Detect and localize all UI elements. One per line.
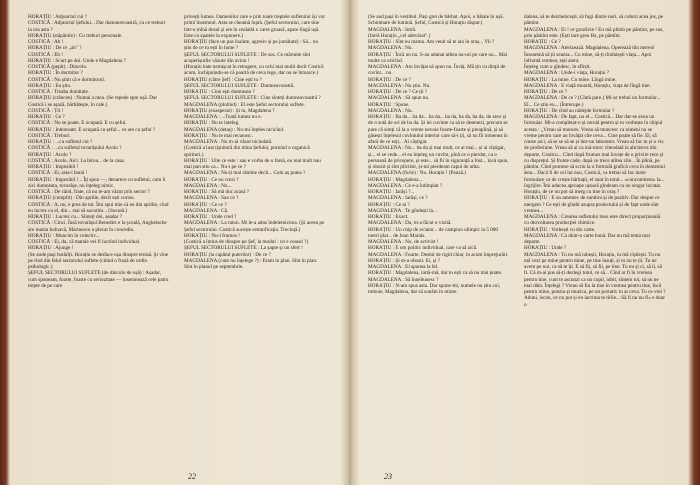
- paragraph: HORAȚIU : Și m-a obosit. Ei, și ?: [368, 257, 440, 264]
- paragraph: HORAȚIU : Iarăși ?...: [368, 189, 415, 195]
- paragraph: HORAȚIU : Cine ești dumneata ?: [184, 89, 255, 95]
- paragraph: HORAȚIU : În dormitor ?: [28, 70, 83, 77]
- paragraph: HORAȚIU : Lucrez cu... Sînteți doi, asadar ?: [28, 214, 123, 220]
- paragraph: HORAȚIU : Uite ce este : sau e vorba de o farsă, eu mai mult nau mai pun stiu ca... Nu-i pe ce ?: [184, 157, 323, 170]
- paragraph: COSTICĂ : Treburi.: [28, 132, 71, 139]
- paragraph: HORAȚIU (la capătul puterilor) : De ce ?: [184, 251, 271, 258]
- paragraph: COSTICĂ : Treaba dumitale.: [28, 89, 90, 95]
- paragraph: MAGDALENA : Că.: [184, 207, 229, 214]
- paragraph: MAGDALENA : Aterizează. Magdalena. Operează din mereu! Înseamnă să ții seama... Cu mine, să-ți rînduiești viața... Apoi înfruntă vremea, ești atent.: [524, 45, 657, 64]
- paragraph: MAGDALENA : Nu.: [368, 45, 413, 52]
- paragraph: MAGDALENA : Ce e-a întîmplat ?: [368, 182, 443, 189]
- paragraph: COSTICĂ (pepit) : Dincolo.: [28, 64, 88, 70]
- left-page: [28, 14, 328, 484]
- paragraph: MAGDALENA : La raion. Mi le-a adus îndeletnicirea. (Și aceea pe Șeful sectorului. Costică sucește semnificația. Trecință.): [184, 220, 326, 233]
- paragraph: MAGDALENA : Foarte. Destul de rigid chiar, în acum împrejurări.: [368, 251, 509, 258]
- paragraph: ȘEFUL SECTORULUI SUFLETE : La șapte și un sfert !: [184, 245, 303, 252]
- paragraph: HORAȚIU : E om politic individual, care va să zică.: [368, 245, 478, 252]
- paragraph: HORAȚIU : Eu știu.: [28, 82, 72, 89]
- paragraph: MAGDALENA : Am învățat să spun nu. Învăț. Mă țin cu dinții de cuvînt... nu.: [368, 64, 507, 77]
- paragraph: HORAȚIU : De cînd au nădejde formular ?: [524, 107, 615, 114]
- paragraph: MAGDALENA (cum nu înțelege ?) : Eram în plan. Sînt în plan. Sînt în planul pe septembrie.: [184, 257, 319, 270]
- paragraph: MAGDALENA (furie) : Nu. Horațiu ! (Pauză.): [368, 170, 466, 177]
- paragraph: MAGDALENA : De ce ? (Cîntă pare.) Mi-ar trebui un formular... El... Ce știu eu... (Întrerupe.): [524, 95, 662, 108]
- paragraph: MAGDALENA : Nu...: [184, 182, 232, 189]
- paragraph: MAGDALENA : Să înnebunesc ?: [368, 276, 439, 283]
- paragraph: COSTICĂ : Ei, da, că matale vei fi lucrînd individual.: [28, 239, 141, 245]
- paragraph: privești lumea. Oamenilor care e prin toate treptele sufletului își vor primi însemnul. Asta se cheamă luptă. (Șeful sectorului, care tine într-o mînă dosul și are în cealaltă o carte groasă, apare lîngă ușă. Este cu spatele la expunere.): [184, 14, 327, 39]
- paragraph: HORAȚIU : Ce ?: [28, 114, 65, 120]
- paragraph: HORAȚIU : De ce ?: [368, 76, 411, 83]
- paragraph: HORAȚIU : Magdalena, iartă-mă, dar tu ești ca să nu mai poate.: [368, 270, 503, 277]
- paragraph: (Intră Horațiu „cel adevărat".): [368, 32, 431, 39]
- paragraph: MAGDALENA : El spunea la fel.: [368, 264, 439, 270]
- paragraph: (Costică a întins de dinspre pe Șef, la modul : cit e ceasul ?): [184, 239, 309, 245]
- paragraph: Înțeleg cum o gîndesc, în sfîrșit.: [524, 64, 591, 70]
- paragraph: HORAȚIU : Spune.: [368, 101, 410, 108]
- page-number: 22: [188, 472, 196, 481]
- paragraph: MAGDALENA : Nu știu. Nu.: [368, 82, 431, 89]
- paragraph: HORAȚIU : ...cu sufletul cui ?: [28, 139, 93, 145]
- paragraph: HORAȚIU : Încă un nu. S-au adunat atîtea nu-uri pe care nu... Mai multe ca oricînd.: [368, 51, 509, 64]
- paragraph: ȘEFUL SECTORULUI SUFLETE (de dincolo de ușă) : Așadar, cum spuneam, foarte, foarte cu seriozitate — însemnează cele patru trepte de pe care: [28, 270, 170, 289]
- paragraph: MAGDALENA : Tu nu mă iubești, Horațiu, tu mă cîștiești. Tu nu mă vezi pe mine pentru mine, pe tine însuți, și tu nu te ții. Tu ne avem pe noi, ca să te îți. E să fii, să fii, pe tine. Tu nu și ci, să ii, să fi. Că m-ai pus să-ți dezlegi totul, ce să... Cînd ar fi în vremea pentru tine, cum te ascunzi ca un copil, iubit, sîntem tot, să nu ne mai dăm. Înțelegi ? Vreau să fiu la tine în vremea pentru tine, încă pentru mine, poezia și muzica, pe un portativ tu ai ceva. Tu ce vrei ? Aduni, iscon, ce nu pot și eu lacrima te tîrîie... Să fi nu nu fi» e doar o: [524, 251, 667, 308]
- paragraph: dalena, să te dezmeticești, să fugi dintre nori, să cobori acea jos, pe pămînt.: [524, 14, 665, 27]
- right-page: [368, 14, 668, 484]
- paragraph: MAGDALENA : Da, m-a făcut o vizită.: [368, 220, 452, 227]
- paragraph: COSTICĂ : Acolo. Aici. La birou... de la casa.: [28, 157, 125, 164]
- paragraph: HORAȚIU (crâncen) : Numai a mea. (Se repede spre ușă. Dar Costică i se așază, bărbătește, în cale.): [28, 95, 159, 108]
- paragraph: (Costică a luat țișnitură din mîna Șefului, pornind o organică spirituri.): [184, 145, 312, 158]
- paragraph: COSTICĂ : Ah !: [28, 39, 64, 45]
- paragraph: (Se aud pași în vestibul. Pași grei de bărbat. Apoi, o bătaie în ușă. Schimbare de lumină. Șeful, Costică și Horațiu dispar.): [368, 14, 506, 27]
- paragraph: HORAȚIU : Adjunctul cui ?: [28, 14, 88, 20]
- paragraph: HORAȚIU : Să mă duc acasă ?: [184, 189, 250, 195]
- paragraph: MAGDALENA : Intră.: [368, 26, 417, 33]
- paragraph: MAGDALENA : ...Toată lumea nu e.: [184, 114, 262, 120]
- paragraph: HORAȚIU (către Șef) : Cine ești tu ?: [184, 76, 262, 83]
- right-page-column-2: [524, 14, 666, 308]
- paragraph: MAGDALENA : Nu... ba da și mai mult, ce ai mai... și ai cîștigat, și... el se vede... el eu înțeleg un cuvînt, pînă ce o pierdut, ca o persoană de pricepere, și este... să fii în siguranță a fost... încă spun, și obosit și sînt plictisit, și-mi pierdeam capul de atîta.: [368, 145, 510, 170]
- paragraph: MAGDALENA : Iarăși, ce ?: [368, 195, 428, 202]
- paragraph: HORAȚIU : Imposibil !: [28, 164, 79, 170]
- left-page-column-2: [184, 14, 326, 270]
- left-page-column-1: [28, 14, 170, 289]
- paragraph: COSTICĂ : ...cu sufletul tovarășului Acolo ?: [28, 145, 122, 152]
- paragraph: ȘEFUL SECTORULUI SUFLETE : Dumneavoastră.: [184, 82, 295, 89]
- paragraph: COSTICĂ : Ei, asta-i bună !: [28, 170, 88, 177]
- paragraph: HORAȚIU (face un pas înainte, agresiv și pe jumătate) : Să... nu știu de ce tu ești în lume ?: [184, 39, 320, 52]
- paragraph: ȘEFUL SECTORULUI SUFLETE : De sus. Ce mărunte sînt acoperișurile văzute din avion !: [184, 51, 312, 64]
- paragraph: HORAȚIU : Acolo ?: [28, 151, 72, 158]
- paragraph: HORAȚIU : Unde ?: [524, 245, 567, 252]
- paragraph: HORAȚIU : Nu te mai recunosc.: [184, 132, 253, 139]
- paragraph: HORAȚIU : Imposibil !... Îți spun —, deoarece cu sufletul, cum îi zici dumneata, tovarășe, nu înțeleg nimic.: [28, 176, 167, 189]
- paragraph: HORAȚIU : De ce ?: [524, 89, 567, 95]
- paragraph: HORAȚIU : Interesant. E ocupată cu șeful... ce are cu șeful ?: [28, 126, 156, 133]
- paragraph: ȘEFUL SECTORULUI SUFLETE : Cine sînteți dumneavoastră ?: [184, 95, 321, 102]
- paragraph: MAGDALENA : E viață moartă, Horațiu, viața de lîngă tine.: [524, 82, 651, 89]
- paragraph: HORAȚIU : Ce ce ?: [184, 201, 227, 208]
- paragraph: COSTICĂ : Eh !: [28, 51, 64, 58]
- paragraph: HORAȚIU : Ba da... ba da... ba da... ba da, ba da, ba da, de zece și de o sută de ori de ba da. Și iei cuvinte ca să te desenezi, precum se pare că simți că la o vreme nevoie foarte-foarte și preaplină, și să găsești înțelesul cuvîntului interior care să-l ții, să nu fii nimenea în afară de ce esți... Ai câștigat.: [368, 114, 510, 145]
- paragraph: HORAȚIU : De ce ? Ce ții ?: [368, 89, 428, 95]
- paragraph: (Se aude pași hotărîți. Horațiu se desface ușa dinspre terasă. Și vine pe rînd din felul sectorului suflete (citind o frază de ordin psihologic.): [28, 251, 170, 270]
- paragraph: HORAȚIU : Sînt eu mama. Am venit să te iau în oraș... Vii ?: [368, 39, 495, 45]
- paragraph: HORAȚIU (exasperat) : Și tu, Magdalena ?: [184, 107, 275, 114]
- paragraph: MAGDALENA (detaș) : Nu-mi înțeles nicicînd.: [184, 126, 285, 133]
- paragraph: HORAȚIU : Unde cred ?: [184, 214, 237, 220]
- right-page-column-1: [368, 14, 510, 295]
- paragraph: HORAȚIU : N-am spus asta. Dar spune-mi, numele nu știu cui, trebuie, Magdalena, dar să sunăm în minte.: [368, 282, 502, 295]
- paragraph: HORAȚIU (cumplit) : Din aprilie, decît ești curios.: [28, 195, 135, 202]
- paragraph: COSTICĂ : De când, frate, că nu te-am văzut prin sector ?: [28, 189, 150, 195]
- paragraph: MAGDALENA : Ca dintr-o carte bună. Dar nu mă tenta mai departe.: [524, 232, 652, 245]
- paragraph: COSTICĂ : Cinci. Însă tovarășul Benedict e la școală, Anghelache are mama bolnavă, Marinescu a plecat în concediu.: [28, 220, 169, 233]
- paragraph: MAGDALENA : Nu m-ai văzut niciodată.: [184, 139, 273, 145]
- paragraph: MAGDALENA : Nu, de activist !: [368, 239, 439, 245]
- paragraph: MAGDALENA : Sau ce ?: [184, 195, 239, 202]
- paragraph: HORAȚIU : Ce ?: [524, 39, 561, 45]
- paragraph: MAGDALENA : Nu.: [368, 107, 413, 114]
- paragraph: HORAȚIU : E un amestec de sumbru și de pozitiv. Dar despre ce mergem ? Ce ești de gîndit asupra proiectului și de fapt unde sînt vremea...: [524, 195, 661, 214]
- paragraph: (Horațiu bate nemișcat în retragere, cu ochi mai multi decît Costică acum, închipuindu-se că poartă de ceva lege, dar nu se întoarce.): [184, 64, 325, 77]
- paragraph: MAGDALENA : Unde-i viața, Horațiu ?: [524, 70, 609, 77]
- paragraph: MAGDALENA : De fapt, nu el... Costică... Dar dar-se avea un formular. Mi-a completat-o și cerută pentru și tu vorbește în chipul acesta : ,,Vreau să munces. Vreau să muncesc ca nimeni nu se vreme pentru care au învățat cîte ceva... Cine poate să fie. El, să cinste aici, să se se să se și într-un laborator. Vreau să fac tu și o vis de profesiune. Vreau să ai ca mă-ntorc cîteodată la altcineva din departe, Costicu... Cînd după frumos mai învețe de o privire rece și cu disprețul. Și frunte cade, după ce trece atîtea zile... În plină, pe pămînt. Cînd pornese să scriu la o formulă grafică ceva în domeniul ăsta... Dacă fi de cel lui nou, Costică, va trebui să fac mare formulare ca de crește bărbații, el sunt în totul... «concomitent» la... îngrijire. Îmi aducea aproape ușoară gîndeam cu un singur locatar. Horațiu, de ce nu pot să merg cu tine în oraș ?: [524, 114, 667, 195]
- paragraph: COSTICĂ : Nu se poate. E ocupată. E cu șeful.: [28, 120, 127, 127]
- paragraph: HORAȚIU : De ce „ah" ?: [28, 45, 82, 52]
- paragraph: HORAȚIU : Nu te inteleg.: [184, 120, 240, 127]
- paragraph: HORAȚIU : Un chip de aviator... de campion olimpic la 5 000 metri plat... de Jean Marais.: [368, 226, 500, 239]
- paragraph: MAGDALENA : Ei ! ce grozăvie ! Eu mă plimb pe pămînt, pe sus, prin pămînt este. (Ești tare greu Ba, pe pămînt.: [524, 26, 665, 39]
- paragraph: MAGDALENA : Crearea sufletului meu este direct proporțională cu dezvoltarea producției chimice.: [524, 214, 662, 227]
- paragraph: HORAȚIU : Ajunge !: [28, 245, 74, 252]
- paragraph: HORAȚIU : Muncim în colectiv...: [28, 232, 100, 239]
- paragraph: HORAȚIU (stăpânire) : Cu treburi personale.: [28, 32, 123, 39]
- page-number: 23: [384, 472, 392, 481]
- paragraph: COSTICĂ : Ții !: [28, 107, 64, 114]
- paragraph: COSTICĂ : Nu știm că e dormitorul.: [28, 76, 106, 83]
- paragraph: COSTICĂ : Adjunctul Șefului... Dar dumneavoastră, cu ce treburi la ora asta ?: [28, 20, 167, 33]
- paragraph: HORAȚIU : Vorbești cu din carte.: [524, 226, 596, 233]
- paragraph: HORAȚIU : Nu-i frumos !: [184, 232, 240, 239]
- paragraph: MAGDALENA : Te gîndești la...: [368, 207, 437, 214]
- paragraph: HORAȚIU : Ce nu crezi ?: [184, 176, 239, 183]
- paragraph: HORAȚIU : Magdalena...: [368, 176, 423, 183]
- paragraph: MAGDALENA : Nu-ți mai rămîne decît... Cum aș putea ?: [184, 170, 306, 177]
- paragraph: HORAȚIU : La mine. Cu mine. Lîngă mine.: [524, 76, 617, 83]
- paragraph: MAGDALENA : Să spun nu.: [368, 95, 430, 102]
- paragraph: HORAȚIU : Scurt pe doi. Unde e Magdalena ?: [28, 57, 126, 64]
- paragraph: HORAȚIU : Ce ai ?: [368, 201, 410, 208]
- paragraph: HORAȚIU : Exact.: [368, 214, 409, 220]
- paragraph: COSTICĂ : A, nu, e prea de tot. Îmi spui mie că eu din aprilie, cînd eu lucrez cu el, din... stai să socotim... (Socotă.): [28, 201, 170, 214]
- paragraph: MAGDALENA (plutind) : El este Șeful sectorului suflete.: [184, 101, 306, 108]
